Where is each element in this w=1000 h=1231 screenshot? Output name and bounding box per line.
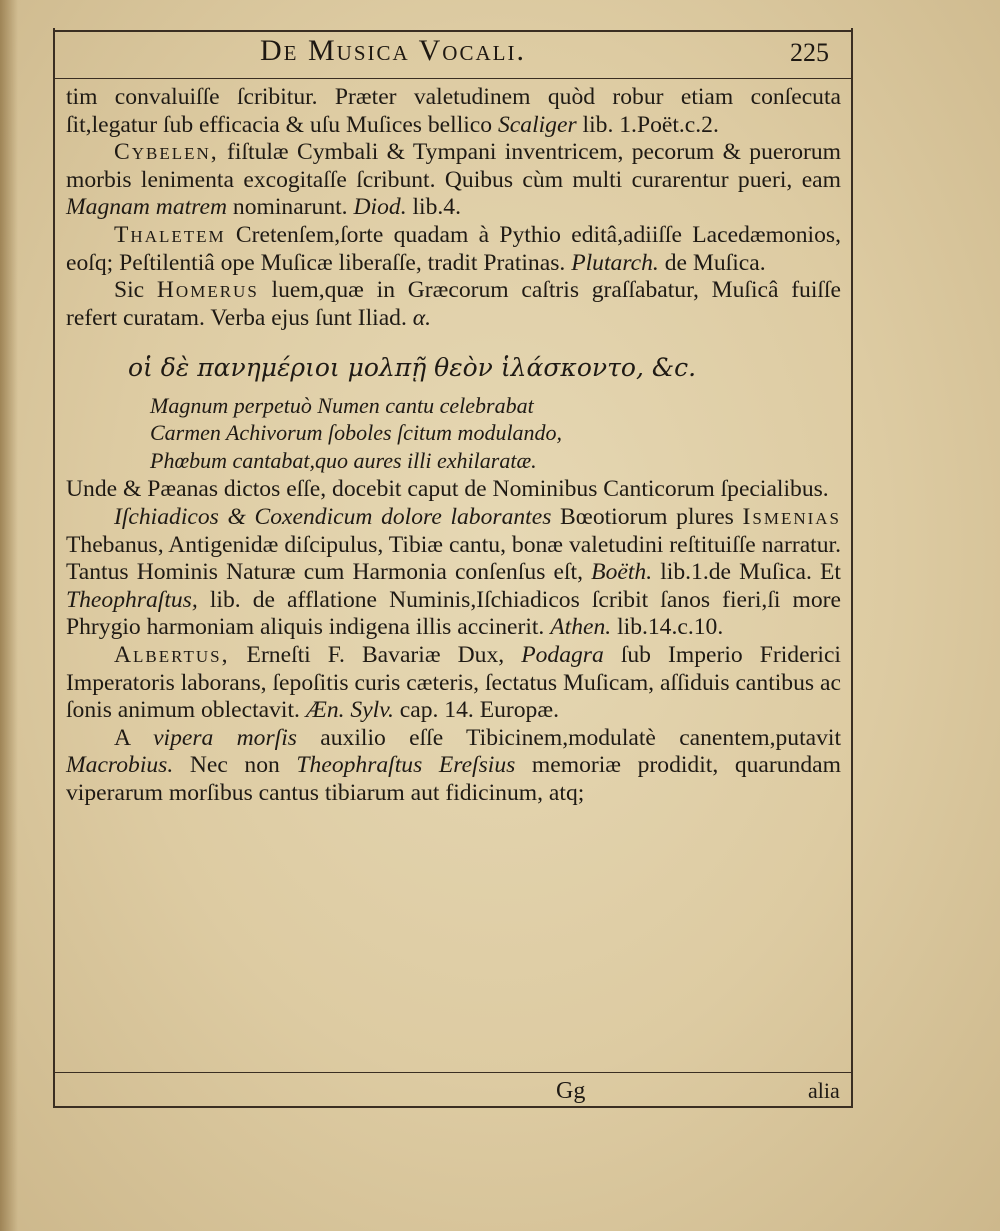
paragraph-4: Sic Homerus luem,quæ in Græcorum caſtris graſſabatur, Muſicâ fuiſſe refert curatam. Verba ejus ſunt Iliad. α. [66, 277, 841, 331]
proper-name: Cybelen, [114, 139, 219, 166]
citation-author: Diod. [353, 194, 407, 221]
signature-mark: Gg [556, 1078, 586, 1104]
paragraph-8: A vipera morſis auxilio eſſe Tibicinem,modulatè canentem,putavit Macrobius. Nec non Theophraſtus Ereſsius memoriæ prodidit, quarundam viperarum morſibus cantus tibiarum aut fidicinum, atq; [66, 724, 842, 806]
proper-name: Albertus, [114, 642, 230, 668]
latin-verse [66, 392, 841, 475]
paragraph-6: Iſchiadicos & Coxendicum dolore laborantes Bœotiorum plures Ismenias Thebanus, Antigenidæ diſcipulus, Tibiæ cantu, bonæ valetudini reſtituiſſe narratur. Tantus Hominis Naturæ cum Harmonia conſenſus eſt, Boëth. lib.1.de Muſica. Et Theophraſtus, lib. de afflatione Numinis,Iſchiadicos ſcribit ſanos fieri,ſi more Phrygio harmoniam aliquis indigena illis accinerit. Athen. lib.14.c.10. [66, 504, 841, 641]
bottom-rule-outer [53, 1106, 853, 1108]
verse-line-2: Carmen Achivorum ſoboles ſcitum modulando, [150, 420, 563, 446]
citation-author: Theophraſtus Ereſsius [296, 752, 516, 779]
citation-author: Boëth. [591, 559, 653, 586]
page-number: 225 [790, 38, 829, 67]
citation-author: Scaliger [498, 111, 577, 138]
citation-author: Æn. Sylv. [305, 697, 394, 724]
spine-shadow [0, 0, 18, 1231]
verse-line-3: Phœbum cantabat,quo aures illi exhilaratæ. [150, 447, 537, 473]
body-text [66, 84, 841, 808]
running-title: De Musica Vocali. [260, 34, 526, 67]
citation-author: Athen. [550, 614, 612, 641]
citation-author: Macrobius. [66, 752, 174, 779]
bottom-rule-inner [53, 1072, 853, 1073]
proper-name: Homerus [156, 277, 259, 304]
top-rule-outer [53, 30, 853, 32]
citation-author: Plutarch. [571, 249, 659, 276]
paragraph-1: tim convaluiſſe ſcribitur. Præter valetudinem quòd robur etiam conſecuta ſit,legatur ſub efficacia & uſu Muſices bellico Scaliger lib. 1.Poët.c.2. [66, 84, 841, 138]
greek-verse: οἱ δὲ πανημέριοι μολπῇ θεὸν ἱλάσκοντο, &c. [128, 353, 697, 383]
verse-line-1: Magnum perpetuò Numen cantu celebrabat [150, 392, 534, 418]
paragraph-3: Thaletem Cretenſem,ſorte quadam à Pythio editâ,adiiſſe Lacedæmonios, eoſq; Peſtilentiâ ope Muſicæ liberaſſe, tradit Pratinas. Plutarch. de Muſica. [66, 221, 841, 276]
citation-author: Theophraſtus, [66, 586, 198, 613]
paragraph-2: Cybelen, fiſtulæ Cymbali & Tympani inventricem, pecorum & puerorum morbis lenimenta excogitaſſe ſcribunt. Quibus cùm multi curarentur pueri, eam Magnam matrem nominarunt. Diod. lib.4. [66, 139, 842, 221]
proper-name: Thaletem [114, 221, 226, 248]
catchword: alia [808, 1078, 840, 1103]
proper-name: Ismenias [742, 504, 841, 531]
top-rule-inner [53, 78, 853, 79]
paragraph-5: Unde & Pæanas dictos eſſe, docebit caput de Nominibus Canticorum ſpecialibus. [66, 476, 829, 503]
paragraph-7: Albertus, Erneſti F. Bavariæ Dux, Podagra ſub Imperio Friderici Imperatoris laborans, ſepoſitis curis cæteris, ſectatus Muſicam, aſſiduis cantibus ac ſonis animum oblectavit. Æn. Sylv. cap. 14. Europæ. [66, 642, 841, 724]
